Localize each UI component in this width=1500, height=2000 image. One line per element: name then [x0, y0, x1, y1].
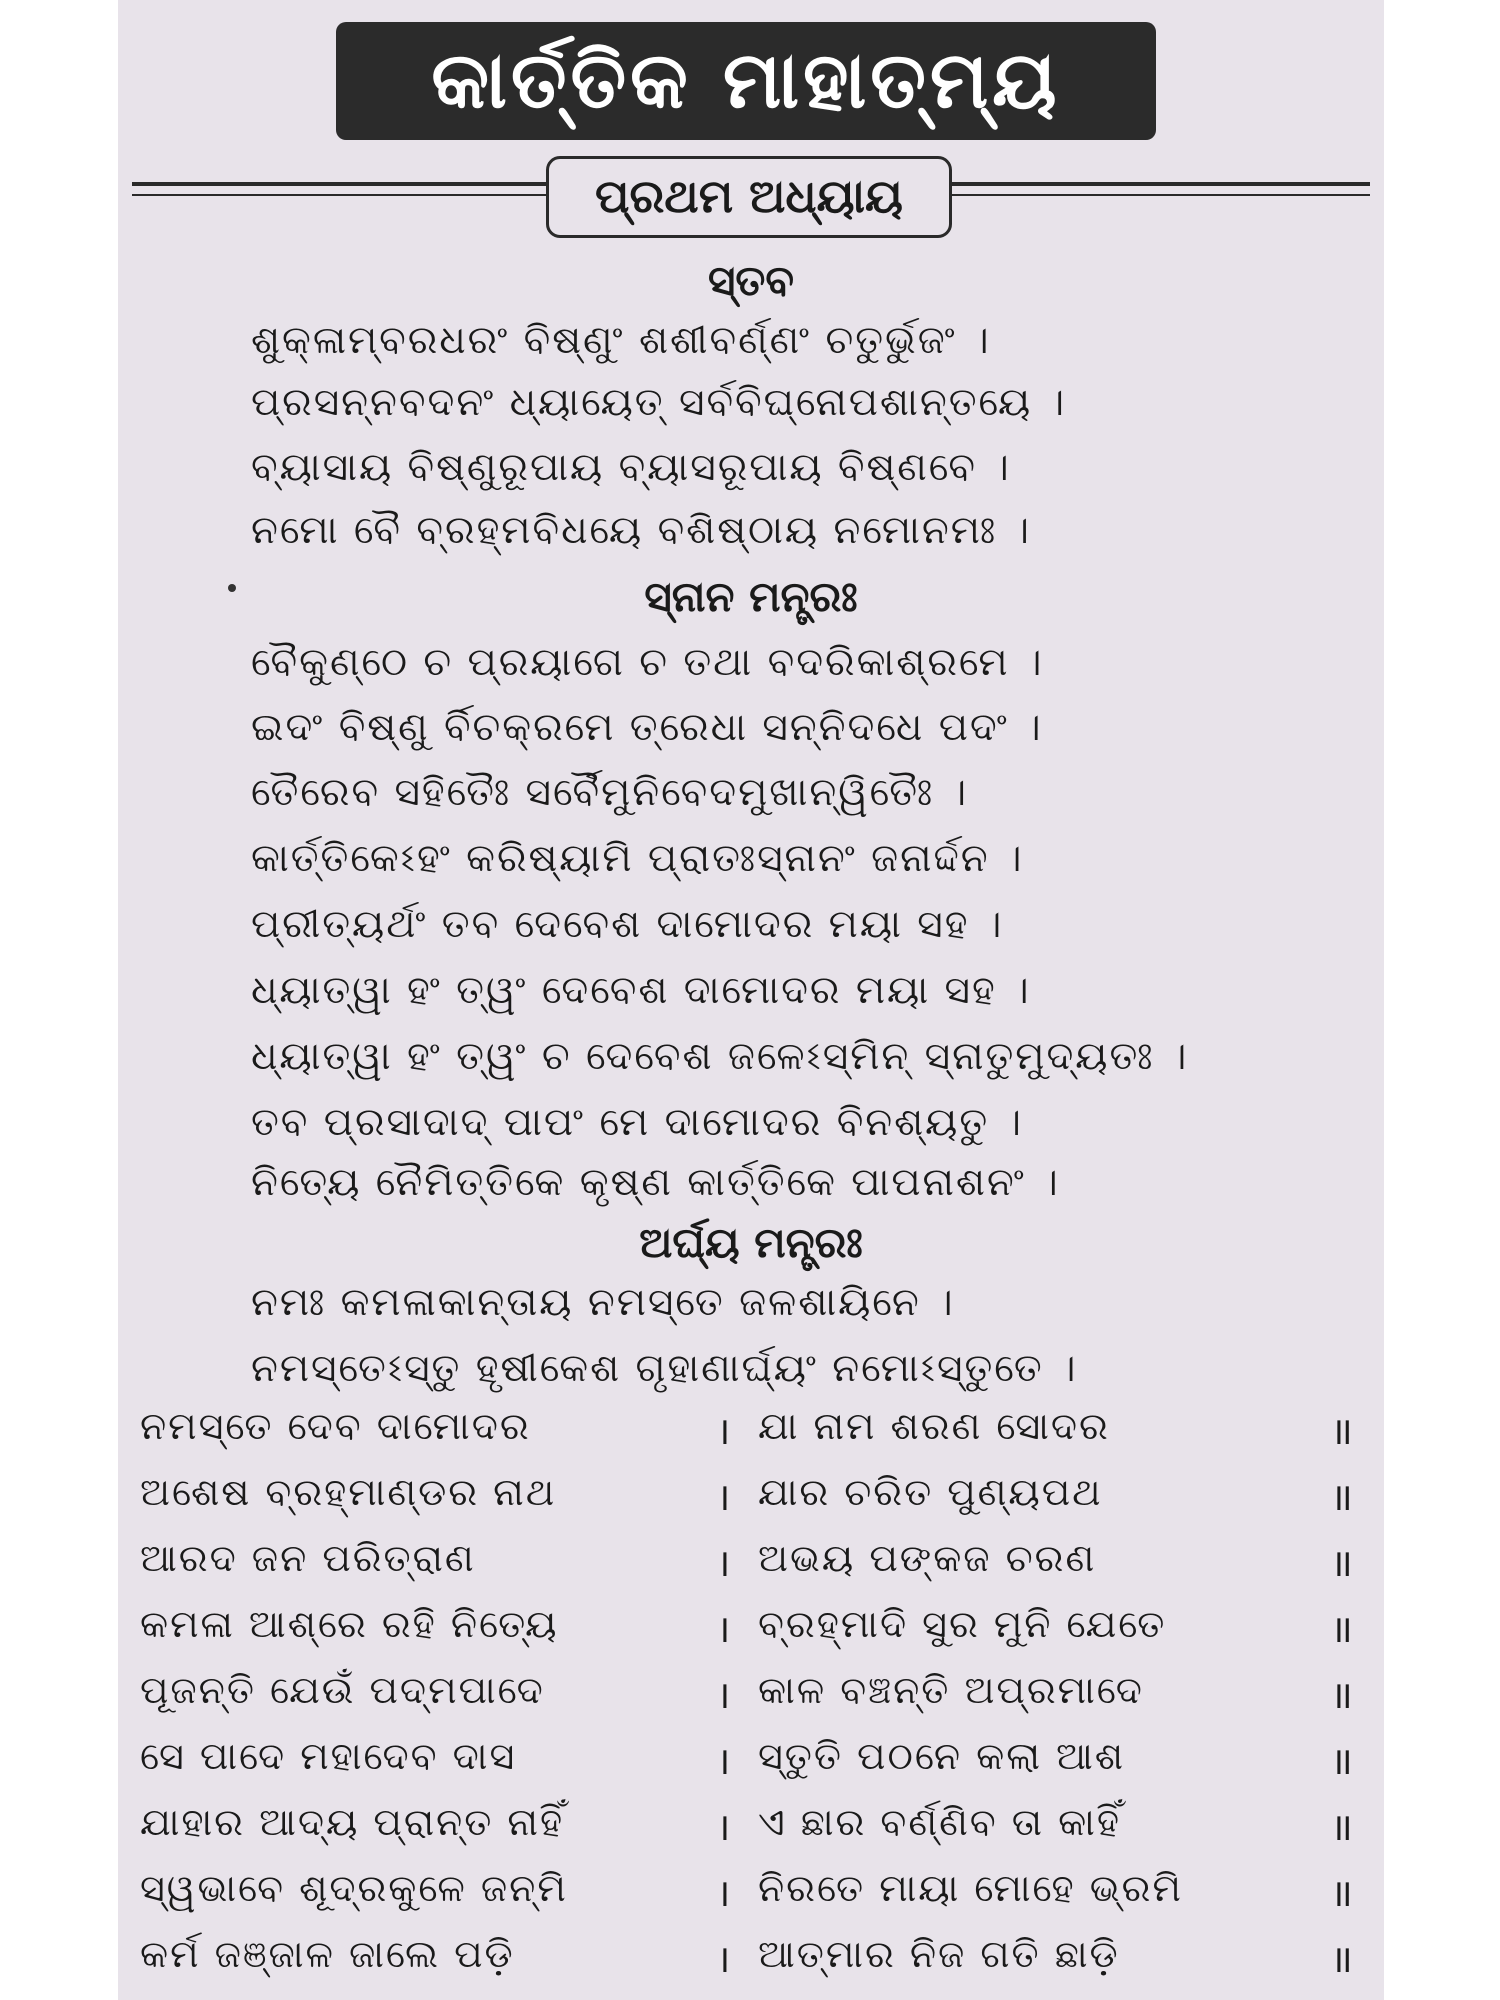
verse-line: ନମଃ କମଳାକାନ୍ତାୟ ନମସ୍ତେ ଜଳଶାୟିନେ ।: [251, 1280, 955, 1325]
verse-line: ବୈକୁଣ୍ଠେ ଚ ପ୍ରୟାଗେ ଚ ତଥା ବଦରିକାଶ୍ରମେ ।: [251, 640, 1044, 685]
verse-line: ତବ ପ୍ରସାଦାଦ୍ ପାପଂ ମେ ଦାମୋଦର ବିନଶ୍ୟତୁ ।: [251, 1100, 1024, 1145]
section-heading-snana-mantra: ସ୍ନାନ ମନ୍ତ୍ରଃ: [644, 572, 858, 621]
left-rule-top: [132, 182, 546, 186]
couplet-second-half: ସ୍ତୁତି ପଠନେ କଲା ଆଶ: [758, 1734, 1126, 1778]
couplet-first-half: ସ୍ୱଭାବେ ଶୂଦ୍ରକୁଳେ ଜନ୍ମି: [140, 1866, 568, 1910]
verse-line: ବ୍ୟାସାୟ ବିଷ୍ଣୁରୂପାୟ ବ୍ୟାସରୂପାୟ ବିଷ୍ଣବେ ।: [251, 445, 1011, 490]
verse-line: ତୈରେବ ସହିତୈଃ ସର୍ବୈମୁନିବେଦମୁଖାନ୍ୱିତୈଃ ।: [251, 770, 969, 815]
couplet-row: [118, 1932, 1384, 1992]
couplet-end-mark: ॥: [1330, 1409, 1353, 1453]
verse-line: ଶୁକ୍ଳାମ୍ବରଧରଂ ବିଷ୍ଣୁଂ ଶଶୀବର୍ଣ୍ଣଂ ଚତୁର୍ଭୁଜଂ ।: [251, 318, 991, 363]
couplet-second-half: ଅଭୟ ପଙ୍କଜ ଚରଣ: [758, 1536, 1097, 1580]
couplet-second-half: ଯାର ଚରିତ ପୁଣ୍ୟପଥ: [758, 1470, 1103, 1514]
couplet-second-half: ବ୍ରହ୍ମାଦି ସୁର ମୁନି ଯେତେ: [758, 1602, 1167, 1646]
couplet-row: [118, 1536, 1384, 1596]
couplet-first-half: କମଳା ଆଶ୍ରେ ରହି ନିତ୍ୟେ: [140, 1602, 559, 1646]
verse-line: ପ୍ରୀତ୍ୟର୍ଥଂ ତବ ଦେବେଶ ଦାମୋଦର ମୟା ସହ ।: [251, 902, 1004, 947]
section-heading-stava: ସ୍ତବ: [708, 256, 794, 305]
couplet-row: [118, 1470, 1384, 1530]
couplet-separator: ।: [716, 1475, 731, 1519]
couplet-separator: ।: [716, 1607, 731, 1651]
left-rule-bottom: [132, 194, 546, 196]
couplet-end-mark: ॥: [1330, 1673, 1353, 1717]
couplet-row: [118, 1668, 1384, 1728]
couplet-separator: ।: [716, 1805, 731, 1849]
couplet-end-mark: ॥: [1330, 1475, 1353, 1519]
couplet-end-mark: ॥: [1330, 1871, 1353, 1915]
document-title: କାର୍ତ୍ତିକ ମାହାତ୍ମ୍ୟ: [431, 35, 1061, 126]
couplet-second-half: କାଳ ବଞ୍ଚନ୍ତି ଅପ୍ରମାଦେ: [758, 1668, 1144, 1712]
couplet-second-half: ନିରତେ ମାୟା ମୋହେ ଭ୍ରମି: [758, 1866, 1183, 1910]
couplet-row: [118, 1404, 1384, 1464]
right-rule-bottom: [946, 194, 1370, 196]
couplet-row: [118, 1734, 1384, 1794]
chapter-title: ପ୍ରଥମ ଅଧ୍ୟାୟ: [595, 169, 903, 223]
title-banner: [336, 22, 1156, 140]
verse-line: କାର୍ତ୍ତିକେଽହଂ କରିଷ୍ୟାମି ପ୍ରାତଃସ୍ନାନଂ ଜନାର୍ଦ୍ଦନ ।: [251, 836, 1024, 881]
verse-line: ନମସ୍ତେଽସ୍ତୁ ହୃଷୀକେଶ ଗୃହାଣାର୍ଘ୍ୟଂ ନମୋଽସ୍ତୁତେ ।: [251, 1346, 1078, 1391]
couplet-second-half: ଏ ଛାର ବର୍ଣ୍ଣିବ ତା କାହିଁ: [758, 1800, 1121, 1844]
couplet-first-half: ସେ ପାଦେ ମହାଦେବ ଦାସ: [140, 1734, 517, 1778]
couplet-first-half: ନମସ୍ତେ ଦେବ ଦାମୋଦର: [140, 1404, 531, 1448]
document-page: [118, 0, 1384, 2000]
verse-line: ପ୍ରସନ୍ନବଦନଂ ଧ୍ୟାୟେତ୍ ସର୍ବବିଘ୍ନୋପଶାନ୍ତୟେ ।: [251, 380, 1067, 425]
couplet-separator: ।: [716, 1937, 731, 1981]
verse-line: ଧ୍ୟାତ୍ୱା ହଂ ତ୍ୱଂ ଚ ଦେବେଶ ଜଳେଽସ୍ମିନ୍ ସ୍ନାତୁମୁଦ୍ୟତଃ ।: [251, 1034, 1189, 1079]
couplet-separator: ।: [716, 1739, 731, 1783]
couplet-separator: ।: [716, 1871, 731, 1915]
couplet-row: [118, 1800, 1384, 1860]
couplet-first-half: ଯାହାର ଆଦ୍ୟ ପ୍ରାନ୍ତ ନାହିଁ: [140, 1800, 565, 1844]
verse-line: ଇଦଂ ବିଷ୍ଣୁ ର୍ବିଚକ୍ରମେ ତ୍ରେଧା ସନ୍ନିଦଧେ ପଦଂ ।: [251, 705, 1043, 750]
couplet-separator: ।: [716, 1409, 731, 1453]
couplet-end-mark: ॥: [1330, 1805, 1353, 1849]
couplet-end-mark: ॥: [1330, 1739, 1353, 1783]
couplet-second-half: ଆତ୍ମାର ନିଜ ଗତି ଛାଡ଼ି: [758, 1932, 1120, 1976]
couplet-first-half: ପୂଜନ୍ତି ଯେଉଁ ପଦ୍ମପାଦେ: [140, 1668, 545, 1712]
verse-line: ଧ୍ୟାତ୍ୱା ହଂ ତ୍ୱଂ ଦେବେଶ ଦାମୋଦର ମୟା ସହ ।: [251, 968, 1031, 1013]
right-rule-top: [946, 182, 1370, 186]
couplet-separator: ।: [716, 1541, 731, 1585]
couplet-separator: ।: [716, 1673, 731, 1717]
chapter-box: [546, 156, 952, 238]
couplet-end-mark: ॥: [1330, 1937, 1353, 1981]
couplet-end-mark: ॥: [1330, 1607, 1353, 1651]
couplet-row: [118, 1866, 1384, 1926]
verse-line: ନମୋ ବୈ ବ୍ରହ୍ମବିଧୟେ ବଶିଷ୍ଠାୟ ନମୋନମଃ ।: [251, 508, 1032, 553]
section-heading-arghya-mantra: ଅର୍ଘ୍ୟ ମନ୍ତ୍ରଃ: [639, 1218, 863, 1267]
couplet-first-half: କର୍ମ ଜଞ୍ଜାଳ ଜାଲେ ପଡ଼ି: [140, 1932, 515, 1976]
couplet-second-half: ଯା ନାମ ଶରଣ ସୋଦର: [758, 1404, 1110, 1448]
couplet-end-mark: ॥: [1330, 1541, 1353, 1585]
couplet-first-half: ଅଶେଷ ବ୍ରହ୍ମାଣ୍ଡର ନାଥ: [140, 1470, 557, 1514]
couplet-first-half: ଆରଦ ଜନ ପରିତ୍ରାଣ: [140, 1536, 476, 1580]
couplet-row: [118, 1602, 1384, 1662]
verse-line: ନିତ୍ୟେ ନୈମିତ୍ତିକେ କୃଷ୍ଣ କାର୍ତ୍ତିକେ ପାପନାଶନଂ ।: [251, 1160, 1060, 1205]
